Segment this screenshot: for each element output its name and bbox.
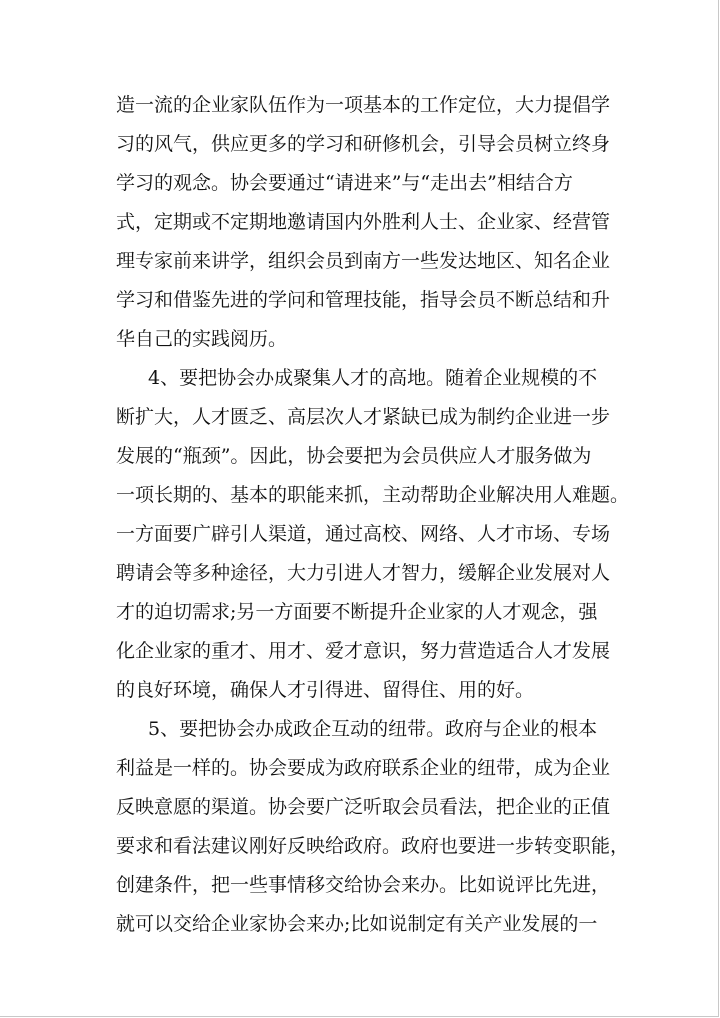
- text-line: 学习的观念。协会要通过“请进来”与“走出去”相结合方: [116, 172, 573, 194]
- text-line: 反映意愿的渠道。协会要广泛听取会员看法，把企业的正值: [116, 796, 611, 818]
- text-line: 发展的“瓶颈”。因此，协会要把为会员供应人才服务做为: [116, 445, 592, 467]
- text-line: 要求和看法建议刚好反映给政府。政府也要进一步转变职能，: [116, 835, 630, 857]
- text-line: 利益是一样的。协会要成为政府联系企业的纽带，成为企业: [116, 757, 611, 779]
- text-line: 习的风气，供应更多的学习和研修机会，引导会员树立终身: [116, 133, 611, 155]
- text-line: 式，定期或不定期地邀请国内外胜利人士、企业家、经营管: [116, 211, 611, 233]
- text-line: 就可以交给企业家协会来办;比如说制定有关产业发展的一: [116, 913, 598, 935]
- text-line: 学习和借鉴先进的学问和管理技能，指导会员不断总结和升: [116, 289, 611, 311]
- text-line: 才的迫切需求;另一方面要不断提升企业家的人才观念，强: [116, 601, 598, 623]
- text-line: 理专家前来讲学，组织会员到南方一些发达地区、知名企业: [116, 250, 611, 272]
- text-line: 断扩大，人才匮乏、高层次人才紧缺已成为制约企业进一步: [116, 406, 611, 428]
- text-line: 的良好环境，确保人才引得进、留得住、用的好。: [116, 679, 535, 701]
- text-line: 聘请会等多种途径，大力引进人才智力，缓解企业发展对人: [116, 562, 611, 584]
- text-line: 造一流的企业家队伍作为一项基本的工作定位，大力提倡学: [116, 94, 611, 116]
- paragraph-5-first-line: 5、要把协会办成政企互动的纽带。政府与企业的根本: [148, 718, 598, 740]
- text-line: 一方面要广辟引人渠道，通过高校、网络、人才市场、专场: [116, 523, 611, 545]
- paragraph-4-first-line: 4、要把协会办成聚集人才的高地。随着企业规模的不: [148, 367, 598, 389]
- text-line: 一项长期的、基本的职能来抓，主动帮助企业解决用人难题。: [116, 484, 630, 506]
- text-line: 华自己的实践阅历。: [116, 328, 288, 350]
- text-line: 化企业家的重才、用才、爱才意识，努力营造适合人才发展: [116, 640, 611, 662]
- text-line: 创建条件，把一些事情移交给协会来办。比如说评比先进，: [116, 874, 611, 896]
